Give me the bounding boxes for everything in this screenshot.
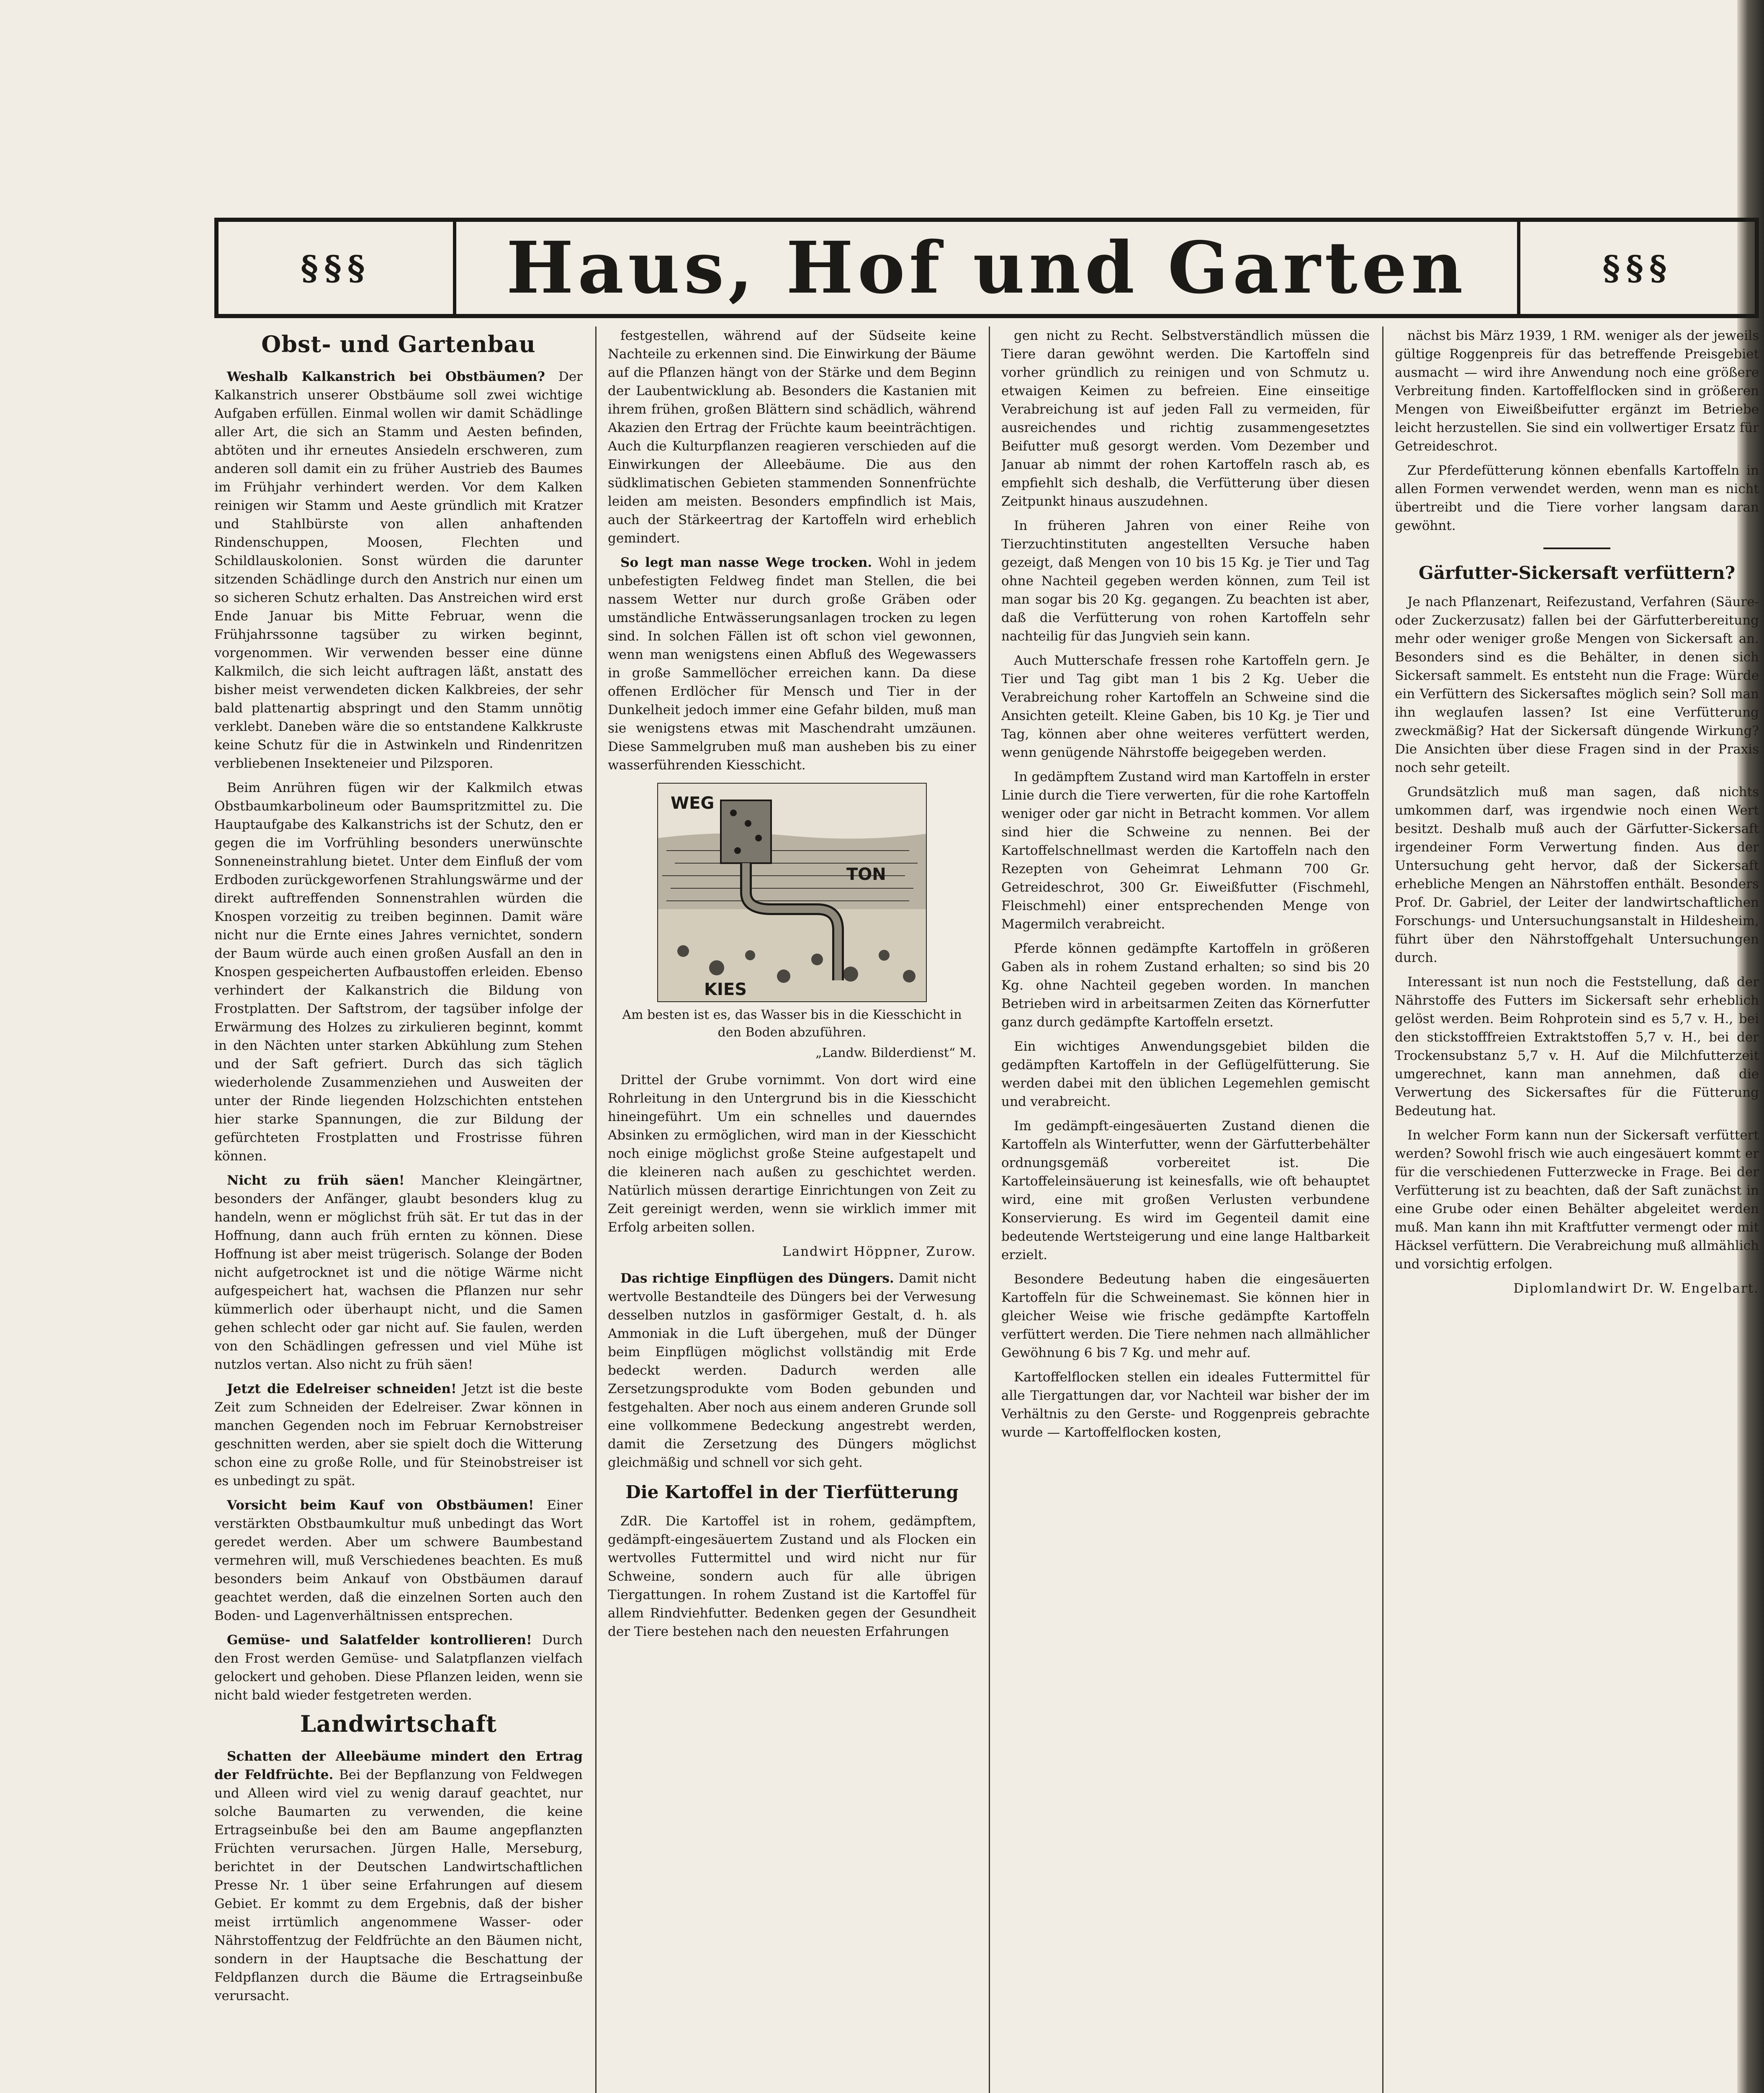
drainage-illustration [657,783,927,1002]
article-paragraph: Jetzt die Edelreiser schneiden! Jetzt ist die beste Zeit zum Schneiden der Edelreiser. Zwar können in manchen Gegenden noch im Februar Kernobstreiser geschnitten werden, aber sie spielt doch die Witterung schon eine zu große Rolle, und für Steinobstreiser ist es unbedingt zu spät. [214,1381,583,1489]
article-paragraph: Grundsätzlich muß man sagen, daß nichts umkommen darf, was irgendwie noch einen Wert besitzt. Deshalb muß auch der Gärfutter-Sickersaft irgendeiner Form Verwertung finden. Aus der Untersuchung geht hervor, daß der Sickersaft erhebliche Mengen an Nährstoffen enthält. Besonders Prof. Dr. Gabriel, der Leiter der landwirtschaftlichen Forschungs- und Untersuchungsanstalt in Hildesheim, führt über den Nährstoffgehalt Untersuchungen durch. [1395,784,1759,965]
article-lead: Das richtige Einpflügen des Düngers. [620,1271,894,1286]
author-signature: Diplomlandwirt Dr. W. Engelbart. [1513,1281,1759,1296]
columns [214,327,1759,2093]
article-lead: Gemüse- und Salatfelder kontrollieren! [227,1633,532,1648]
column-2 [608,327,976,2093]
column-1 [214,327,583,2093]
article-paragraph: Gemüse- und Salatfelder kontrollieren! Durch den Frost werden Gemüse- und Salatpflanzen vielfach gelockert und gehoben. Diese Pflanzen leiden, wenn sie nicht bald wieder festgetreten werden. [214,1633,583,1703]
newspaper-page [214,201,1759,2093]
label-ton: TON [846,865,886,884]
article-lead: So legt man nasse Wege trocken. [620,555,872,570]
ornament-right: §§§ [1517,222,1755,314]
article-lead: Schatten der Alleebäume mindert den Ertrag der Feldfrüchte. [214,1749,583,1782]
heading-obst-gartenbau: Obst- und Gartenbau [261,331,536,357]
heading-landwirtschaft: Landwirtschaft [300,1710,497,1737]
author-signature: Landwirt Höppner, Zurow. [782,1244,976,1259]
article-paragraph: Weshalb Kalkanstrich bei Obstbäumen? Der Kalkanstrich unserer Obstbäume soll zwei wichtige Aufgaben erfüllen. Einmal wollen wir damit Schädlinge aller Art, die sich an Stamm und Aesten befinden, abtöten und ihr erneutes Ansiedeln erschweren, zum anderen soll damit ein zu früher Austrieb des Baumes im Frühjahr verhindert werden. Vor dem Kalken reinigen wir Stamm und Aeste gründlich mit Kratzer und Stahlbürste von allen anhaftenden Rindenschuppen, Moosen, Flechten und Schildlauskolonien. Sonst würden die darunter sitzenden Schädlinge durch den Anstrich nur einen um so sicheren Schutz erhalten. Das Anstreichen wird erst Ende Januar bis Mitte Februar, wenn die Frühjahrssonne tagsüber zu wirken beginnt, vorgenommen. Wir verwenden besser eine dünne Kalkmilch, die sich leicht auftragen läßt, anstatt des bisher meist verwendeten dicken Kalkbreies, der sehr bald plattenartig abspringt und den Stamm unnötig verklebt. Daneben wäre die so entstandene Kalkkruste keine Schutz für die in Astwinkeln und Rindenritzen verbliebenen Insekteneier und Pilzsporen. [214,369,583,771]
article-lead: Vorsicht beim Kauf von Obstbäumen! [227,1498,534,1513]
article-lead: Weshalb Kalkanstrich bei Obstbäumen? [227,369,545,384]
heading-kartoffel: Die Kartoffel in der Tierfütterung [625,1482,959,1502]
article-paragraph: Besondere Bedeutung haben die eingesäuerten Kartoffeln für die Schweinemast. Sie können hier in gleicher Weise wie frische gedämpfte Kartoffeln verfüttert werden. Die Tiere nehmen nach allmählicher Gewöhnung 6 bis 7 Kg. und mehr auf. [1001,1272,1370,1360]
article-paragraph: Je nach Pflanzenart, Reifezustand, Verfahren (Säure- oder Zuckerzusatz) fallen bei der Gärfutterbereitung mehr oder weniger große Mengen von Sickersaft an. Besonders sind es die Behälter, in denen sich Sickersaft sammelt. Es entsteht nun die Frage: Würde ein Verfüttern des Sickersaftes möglich sein? Soll man ihn weglaufen lassen? Ist eine Verfütterung zweckmäßig? Hat der Sickersaft düngende Wirkung? Die Ansichten über diese Fragen sind in der Praxis noch sehr geteilt. [1395,594,1759,775]
article-paragraph: Kartoffelflocken stellen ein ideales Futtermittel für alle Tiergattungen dar, vor Nachteil war bisher der im Verhältnis zu den Gerste- und Roggenpreis gebrachte wurde — Kartoffelflocken kosten, [1001,1370,1370,1440]
article-paragraph: Ein wichtiges Anwendungsgebiet bilden die gedämpften Kartoffeln in der Geflügelfütterung. Sie werden dabei mit den üblichen Legemehlen gemischt und verabreicht. [1001,1039,1370,1109]
column-3 [1001,327,1370,2093]
article-paragraph: gen nicht zu Recht. Selbstverständlich müssen die Tiere daran gewöhnt werden. Die Kartoffeln sind vorher gründlich zu reinigen und von Schmutz u. etwaigen Keimen zu befreien. Eine einseitige Verabreichung ist auf jeden Fall zu vermeiden, für ausreichendes und richtig zusammengesetztes Beifutter muß gesorgt werden. Vom Dezember und Januar ab nimmt der rohen Kartoffeln rasch ab, es empfiehlt sich deshalb, die Verfütterung über diesen Zeitpunkt hinaus auszudehnen. [1001,328,1370,509]
label-weg: WEG [671,794,715,813]
article-paragraph: nächst bis März 1939, 1 RM. weniger als der jeweils gültige Roggenpreis für das betreffende Preisgebiet ausmacht — wird ihre Anwendung noch eine größere Verbreitung finden. Kartoffelflocken sind in größeren Mengen von Eiweißbeifutter ergänzt im Betriebe leicht herzustellen. Sie sind ein vollwertiger Ersatz für Getreideschrot. [1395,328,1759,454]
article-paragraph: ZdR. Die Kartoffel ist in rohem, gedämpftem, gedämpft-eingesäuertem Zustand und als Flocken ein wertvolles Futtermittel und wird nicht nur für Schweine, sondern auch für alle übrigen Tiergattungen. In rohem Zustand ist die Kartoffel für allem Rindviehfutter. Bedenken gegen der Gesundheit der Tiere bestehen nach den neuesten Erfahrungen [608,1514,976,1639]
drainage-diagram [658,784,926,1001]
section-divider [1543,548,1610,549]
article-lead: Jetzt die Edelreiser schneiden! [227,1381,457,1396]
column-4 [1395,327,1759,2093]
article-paragraph: Auch Mutterschafe fressen rohe Kartoffeln gern. Je Tier und Tag gibt man 1 bis 2 Kg. Ueber die Verabreichung roher Kartoffeln an Schweine sind die Ansichten geteilt. Kleine Gaben, bis 10 Kg. je Tier und Tag, können aber ohne weiteres verfüttert werden, wenn genügende Nährstoffe beigegeben werden. [1001,653,1370,760]
article-paragraph: Nicht zu früh säen! Mancher Kleingärtner, besonders der Anfänger, glaubt besonders klug zu handeln, wenn er möglichst früh sät. Er tut das in der Hoffnung, dann auch früh ernten zu können. Diese Hoffnung ist aber meist trügerisch. Solange der Boden nicht aufgetrocknet ist und die nötige Wärme nicht aufgespeichert hat, wachsen die Pflanzen nur sehr kümmerlich oder überhaupt nicht, und die Samen gehen schlecht oder gar nicht auf. Sie faulen, werden von den Schädlingen gefressen und viel Mühe ist nutzlos vertan. Also nicht zu früh säen! [214,1173,583,1372]
article-paragraph: Zur Pferdefütterung können ebenfalls Kartoffeln in allen Formen verwendet werden, wenn man es nicht übertreibt und die Tiere vorher langsam daran gewöhnt. [1395,463,1759,533]
article-paragraph: Vorsicht beim Kauf von Obstbäumen! Einer verstärkten Obstbaumkultur muß unbedingt das Wort geredet werden. Aber um schwere Baumbestand vermehren will, muß Verschiedenes beachten. Es muß besonders beim Ankauf von Obstbäumen darauf geachtet werden, daß die einzelnen Sorten auch den Boden- und Lagenverhältnissen entsprechen. [214,1498,583,1623]
figure-caption: Am besten ist es, das Wasser bis in die Kiesschicht in den Boden abzuführen. [622,1008,962,1040]
article-paragraph: Im gedämpft-eingesäuerten Zustand dienen die Kartoffeln als Winterfutter, wenn der Gärfutterbehälter ordnungsgemäß vorbereitet ist. Die Kartoffeleinsäuerung ist keinesfalls, wie oft behauptet wird, eine mit großen Verlusten verbundene Konservierung. Es wird im Gegenteil damit eine bedeutende Wertsteigerung und eine lange Haltbarkeit erzielt. [1001,1118,1370,1262]
section-title: Haus, Hof und Garten [506,226,1467,310]
article-paragraph: So legt man nasse Wege trocken. Wohl in jedem unbefestigten Feldweg findet man Stellen, die bei nassem Wetter nur durch große Gräben oder umständliche Entwässerungsanlagen trocken zu legen sind. In solchen Fällen ist oft schon viel gewonnen, wenn man wenigstens einen Abfluß des Wegewassers in große Sammellöcher erreichen kann. Da diese offenen Erdlöcher für Mensch und Tier in der Dunkelheit jedoch immer eine Gefahr bilden, muß man sie wenigstens etwas mit Maschendraht umzäunen. Diese Sammelgruben muß man ausheben bis zu einer wasserführenden Kiesschicht. [608,555,976,773]
article-paragraph: In welcher Form kann nun der Sickersaft verfüttert werden? Sowohl frisch wie auch eingesäuert kommt er für die verschiedenen Futterzwecke in Frage. Bei der Verfütterung ist zu beachten, daß der Saft zunächst in eine Grube oder einen Behälter abgeleitet werden muß. Man kann ihn mit Kraftfutter vermengt oder mit Häcksel verfüttern. Die Verabreichung muß allmählich und vorsichtig erfolgen. [1395,1128,1759,1272]
article-paragraph: In früheren Jahren von einer Reihe von Tierzuchtinstituten angestellten Versuche haben gezeigt, daß Mengen von 10 bis 15 Kg. je Tier und Tag ohne Nachteil gegeben werden können, zum Teil ist man sogar bis 20 Kg. gegangen. Zu beachten ist aber, daß die Verfütterung von rohen Kartoffeln sehr nachteilig für das Jungvieh sein kann. [1001,518,1370,644]
masthead [214,218,1759,318]
article-paragraph: Das richtige Einpflügen des Düngers. Damit nicht wertvolle Bestandteile des Düngers bei der Verwesung desselben nutzlos in gasförmiger Gestalt, d. h. als Ammoniak in die Luft übergehen, muß der Dünger beim Einpflügen möglichst vollständig mit Erde bedeckt werden. Dadurch werden alle Zersetzungsprodukte vom Boden gebunden und festgehalten. Aber noch aus einem anderen Grunde soll eine vollkommene Bedeckung angestrebt werden, damit die Zersetzung des Düngers möglichst gleichmäßig und schnell vor sich geht. [608,1271,976,1470]
article-paragraph: Interessant ist nun noch die Feststellung, daß der Nährstoffe des Futters im Sickersaft sehr erheblich gelöst werden. Beim Rohprotein sind es 5,7 v. H., bei den stickstofffreien Extraktstoffen 5,7 v. H., bei der Trockensubstanz 5,7 v. H. Auf die Milchfutterzeit umgerechnet, kann man annehmen, daß die Verwertung des Sickersaftes für die Fütterung Bedeutung hat. [1395,975,1759,1118]
label-kies: KIES [704,980,747,999]
article-lead: Nicht zu früh säen! [227,1173,405,1188]
article-paragraph: In gedämpftem Zustand wird man Kartoffeln in erster Linie durch die Tiere verwerten, für die rohe Kartoffeln weniger oder gar nicht in Betracht kommen. Vor allem sind hier die Schweine zu nennen. Bei der Kartoffelschnellmast werden die Kartoffeln nach den Rezepten von Geheimrat Lehmann 700 Gr. Getreideschrot, 300 Gr. Eiweißfutter (Fischmehl, Fleischmehl) einer entsprechenden Menge von Magermilch verabreicht. [1001,769,1370,932]
figure-credit: „Landw. Bilderdienst“ M. [815,1046,976,1060]
ornament-left: §§§ [219,222,456,314]
article-paragraph: Drittel der Grube vornimmt. Von dort wird eine Rohrleitung in den Untergrund bis in die Kiesschicht hineingeführt. Um ein schnelles und dauerndes Absinken zu ermöglichen, wird man in der Kiesschicht noch einige möglichst große Steine aufgestapelt und die kleineren nach außen zu geschichtet werden. Natürlich müssen derartige Einrichtungen von Zeit zu Zeit gereinigt werden, wenn sie wirklich immer mit Erfolg arbeiten sollen. [608,1072,976,1235]
article-paragraph: Beim Anrühren fügen wir der Kalkmilch etwas Obstbaumkarbolineum oder Baumspritzmittel zu. Die Hauptaufgabe des Kalkanstrichs ist der Schutz, den er gegen die im Vorfrühling besonders unerwünschte Sonneneinstrahlung bietet. Unter dem Einfluß der vom Erdboden zurückgeworfenen Strahlungswärme und der direkt auftreffenden Sonnenstrahlen würden die Knospen vorzeitig zu treiben beginnen. Damit wäre nicht nur die Ernte eines Jahres vernichtet, sondern der Baum würde auch einen großen Ausfall an den in Knospen gespeicherten Aufbaustoffen erleiden. Ebenso verhindert der Kalkanstrich die Bildung von Frostplatten. Der Saftstrom, der tagsüber infolge der Erwärmung des Holzes zu zirkulieren beginnt, kommt in den Nächten unter starken Abkühlung zum Stehen und der Saft gefriert. Durch das sich täglich wiederholende Zusammenziehen und Ausweiten der unter der Rinde liegenden Holzschichten entstehen hier starke Spannungen, die zur Bildung der gefürchteten Frostplatten und Frostrisse führen können. [214,780,583,1164]
article-paragraph: Schatten der Alleebäume mindert den Ertrag der Feldfrüchte. Bei der Bepflanzung von Feldwegen und Alleen wird viel zu wenig darauf geachtet, nur solche Baumarten zu verwenden, die keine Ertragseinbuße bei den am Baume angepflanzten Früchten verursachen. Jürgen Halle, Merseburg, berichtet in der Deutschen Landwirtschaftlichen Presse Nr. 1 über seine Erfahrungen auf diesem Gebiet. Er kommt zu dem Ergebnis, daß der bisher meist irrtümlich angenommene Wasser- oder Nährstoffentzug der Feldfrüchte an den Bäumen nicht, sondern in der Hauptsache die Beschattung der Feldpflanzen durch die Bäume die Ertragseinbuße verursacht. [214,1749,583,2003]
article-paragraph: Pferde können gedämpfte Kartoffeln in größeren Gaben als in rohem Zustand erhalten; so sind bis 20 Kg. ohne Nachteil gegeben worden. In manchen Betrieben wird in arbeitsarmen Zeiten das Körnerfutter ganz durch gedämpfte Kartoffeln ersetzt. [1001,941,1370,1030]
heading-gaerfutter: Gärfutter-Sickersaft verfüttern? [1418,563,1736,583]
article-paragraph: festgestellen, während auf der Südseite keine Nachteile zu erkennen sind. Die Einwirkung der Bäume auf die Pflanzen hängt von der Stärke und dem Beginn der Laubentwicklung ab. Besonders die Kastanien mit ihrem frühen, großen Blättern sind schädlich, während Akazien den Ertrag der Früchte kaum beeinträchtigen. Auch die Kulturpflanzen reagieren verschieden auf die Einwirkungen der Alleebäume. Die aus den südklimatischen Gebieten stammenden Sonnenfrüchte leiden am meisten. Besonders empfindlich ist Mais, auch der Stärkeertrag der Kartoffeln wird erheblich gemindert. [608,328,976,546]
